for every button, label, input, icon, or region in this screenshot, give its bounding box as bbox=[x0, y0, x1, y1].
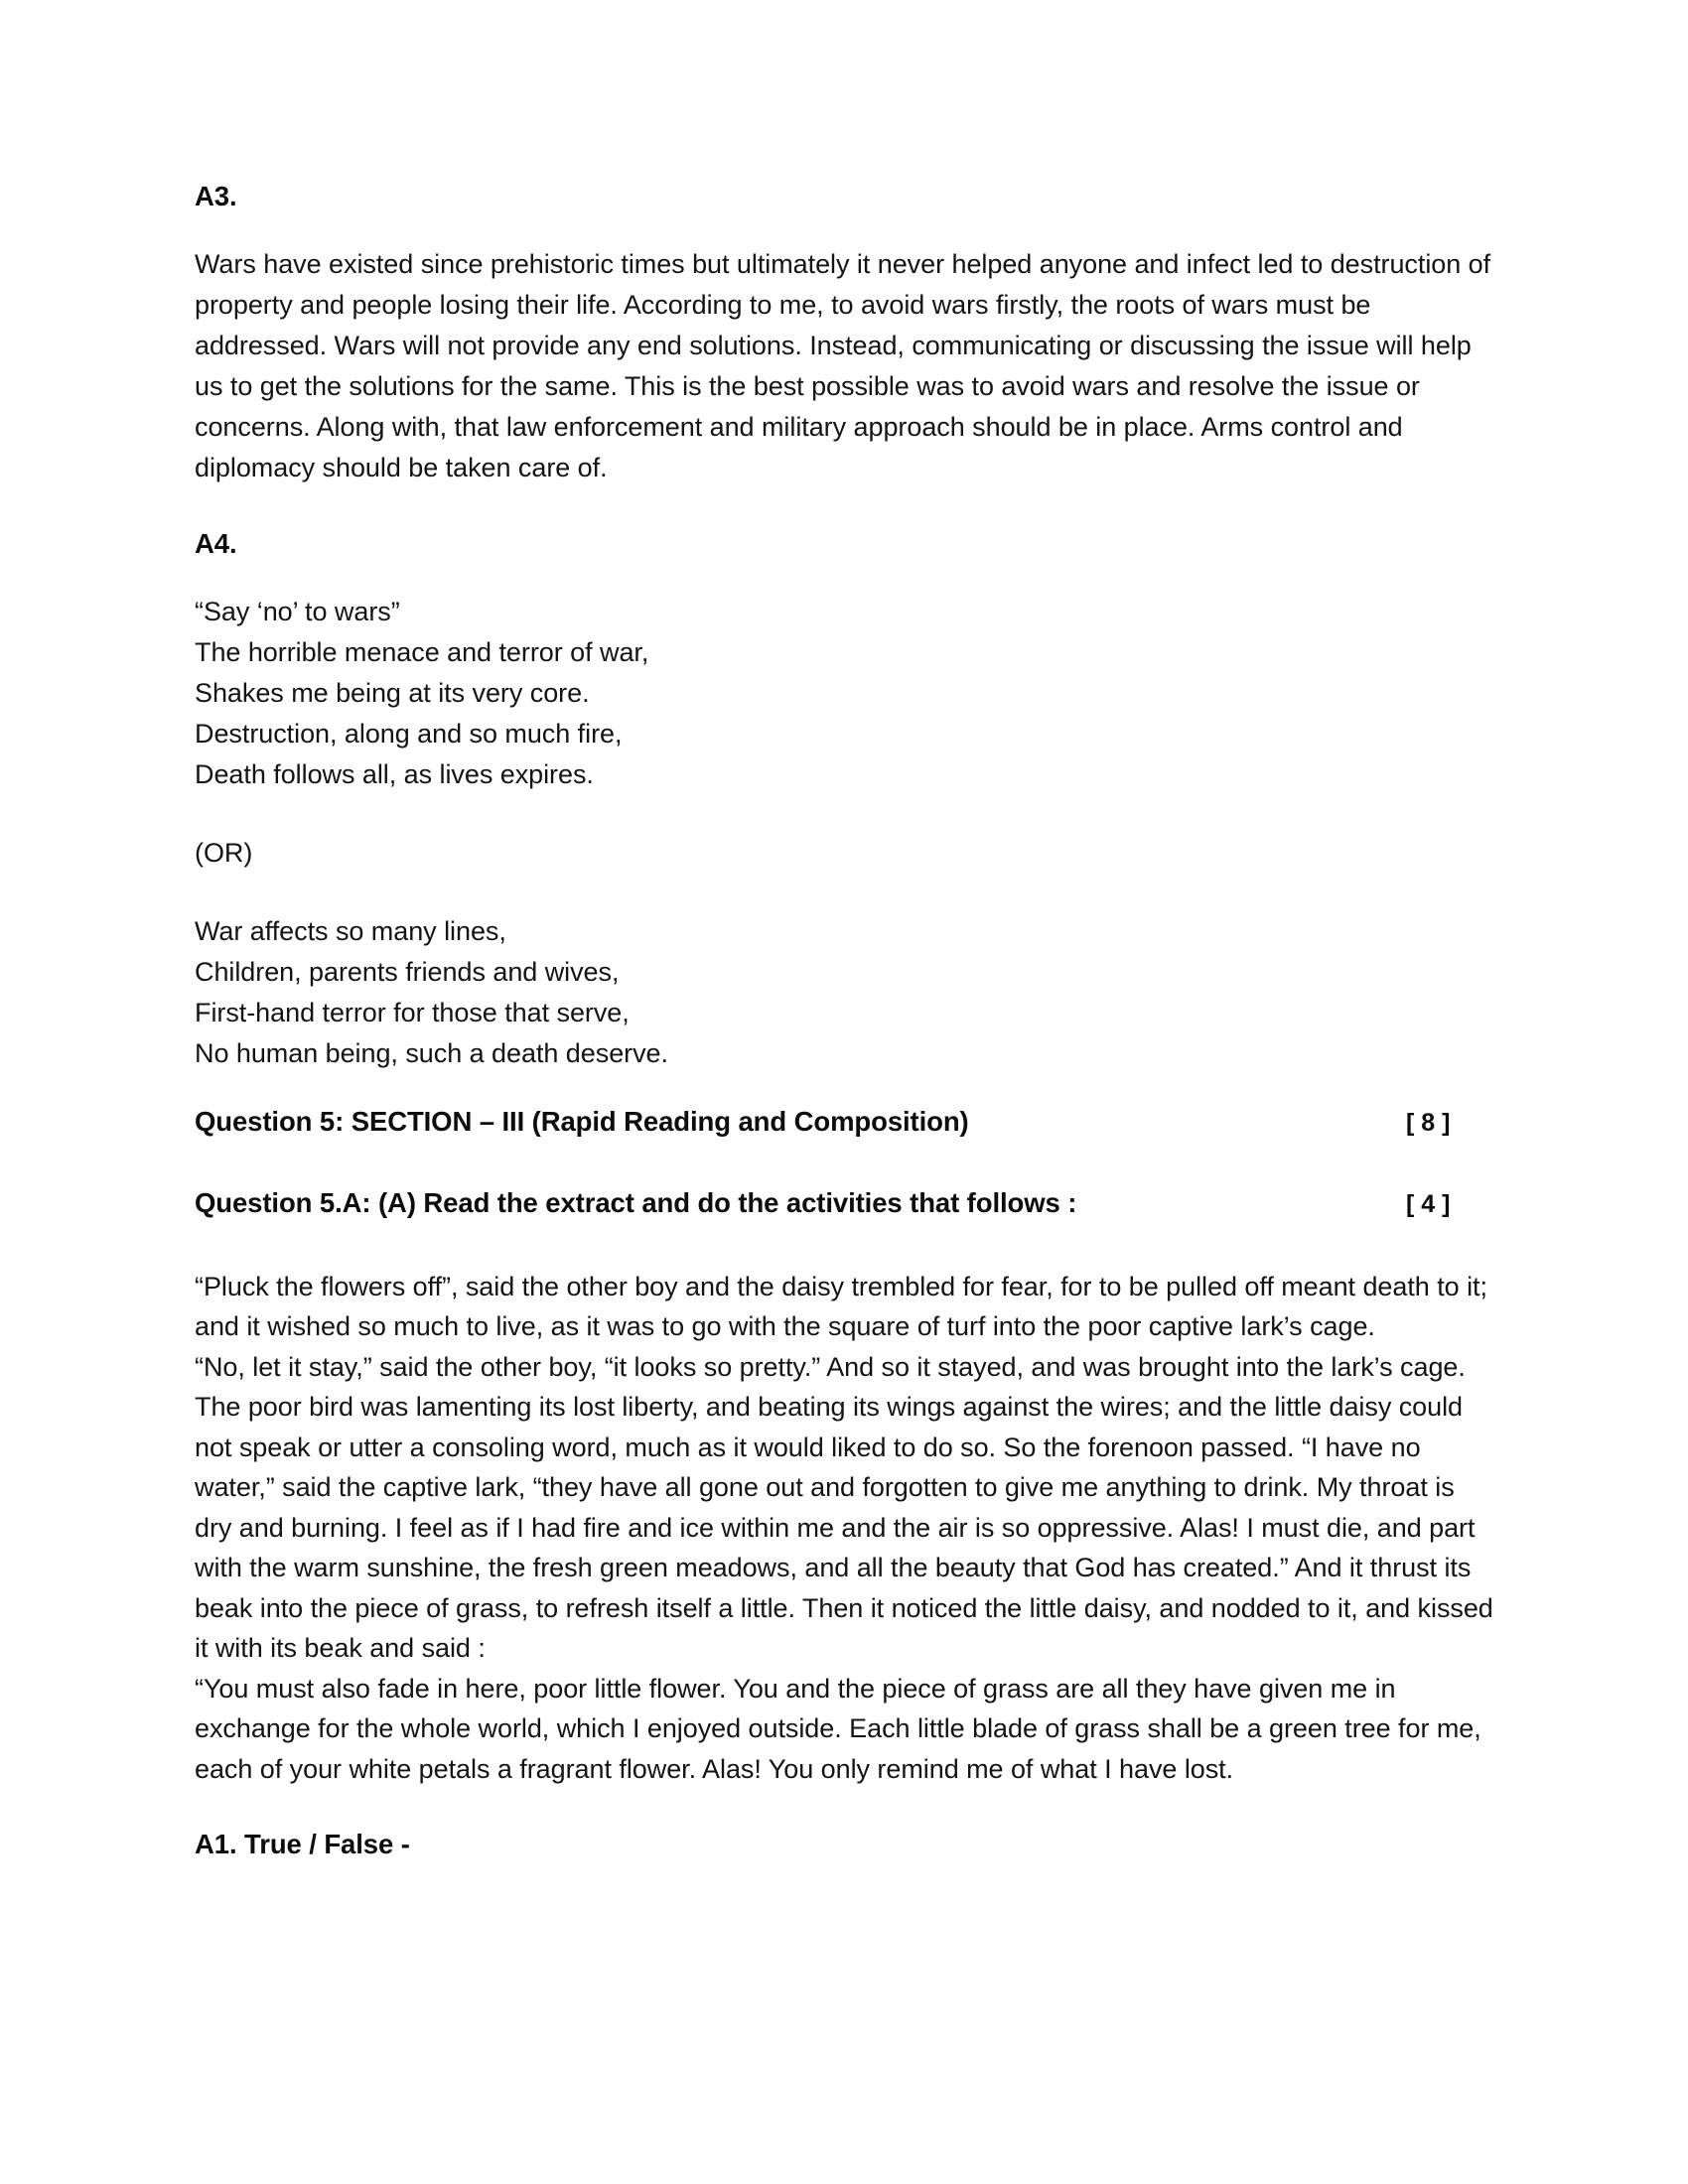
spacer bbox=[195, 488, 1495, 526]
question5-heading-row bbox=[195, 1104, 1495, 1140]
question5a-heading: Question 5.A: (A) Read the extract and do the activities that follows : bbox=[195, 1186, 1077, 1218]
question5-marks: [ 8 ] bbox=[1406, 1109, 1451, 1137]
question5a-heading-row bbox=[195, 1185, 1495, 1221]
extract-paragraph-2: “No, let it stay,” said the other boy, “it looks so pretty.” And so it stayed, and was brought into the lark’s cage. The poor bird was lamenting its lost liberty, and beating its wings against the wires; and the little daisy could not speak or utter a consoling word, much as it would liked to do so. So the forenoon passed. “I have no water,” said the captive lark, “they have all gone out and forgotten to give me anything to drink. My throat is dry and burning. I feel as if I had fire and ice within me and the air is so oppressive. Alas! I must die, and part with the warm sunshine, the fresh green meadows, and all the beauty that God has created.” And it thrust its beak into the piece of grass, to refresh itself a little. Then it noticed the little daisy, and nodded to it, and kissed it with its beak and said : bbox=[195, 1351, 1493, 1663]
spacer bbox=[195, 795, 1495, 833]
poem2-line-1: War affects so many lines, bbox=[195, 915, 506, 946]
poem1-line-1: “Say ‘no’ to wars” bbox=[195, 596, 400, 626]
question5-heading: Question 5: SECTION – III (Rapid Reading and Composition) bbox=[195, 1106, 969, 1137]
activity-a1-heading: A1. True / False - bbox=[195, 1829, 410, 1859]
poem2-line-2: Children, parents friends and wives, bbox=[195, 956, 620, 987]
document-content bbox=[195, 179, 1495, 1862]
spacer bbox=[195, 874, 1495, 911]
answer-a3-label: A3. bbox=[195, 181, 237, 211]
extract-paragraph-1: “Pluck the flowers off”, said the other boy and the daisy trembled for fear, for to be pulled off meant death to it; and it wished so much to live, as it was to go with the square of turf into the poor captive lark’s cage. bbox=[195, 1271, 1487, 1341]
poem1-line-5: Death follows all, as lives expires. bbox=[195, 758, 594, 789]
spacer bbox=[195, 214, 1495, 244]
spacer bbox=[195, 1074, 1495, 1104]
extract-paragraph-3: “You must also fade in here, poor little flower. You and the piece of grass are all they have given me in exchange for the whole world, which I enjoyed outside. Each little blade of grass shall be a green tree for me, each of your white petals a fragrant flower. Alas! You only remind me of what I have lost. bbox=[195, 1673, 1481, 1784]
answer-a4-label: A4. bbox=[195, 527, 237, 559]
poem2-line-4: No human being, such a death deserve. bbox=[195, 1037, 668, 1068]
spacer bbox=[195, 1221, 1495, 1267]
poem2-line-3: First-hand terror for those that serve, bbox=[195, 997, 630, 1027]
question5a-marks: [ 4 ] bbox=[1406, 1189, 1451, 1218]
spacer bbox=[195, 562, 1495, 592]
answer-a3-body: Wars have existed since prehistoric times but ultimately it never helped anyone and infect led to destruction of property and people losing their life. According to me, to avoid wars firstly, the roots of wars must be addressed. Wars will not provide any end solutions. Instead, communicating or discussing the issue will help us to get the solutions for the same. This is the best possible was to avoid wars and resolve the issue or concerns. Along with, that law enforcement and military approach should be in place. Arms control and diplomacy should be taken care of. bbox=[195, 248, 1491, 482]
poem1-line-2: The horrible menace and terror of war, bbox=[195, 636, 649, 667]
poem1-line-3: Shakes me being at its very core. bbox=[195, 677, 590, 708]
spacer bbox=[195, 1789, 1495, 1827]
or-label: (OR) bbox=[195, 837, 253, 868]
spacer bbox=[195, 1140, 1495, 1185]
poem1-line-4: Destruction, along and so much fire, bbox=[195, 718, 623, 749]
extract-passage bbox=[195, 1267, 1495, 1790]
